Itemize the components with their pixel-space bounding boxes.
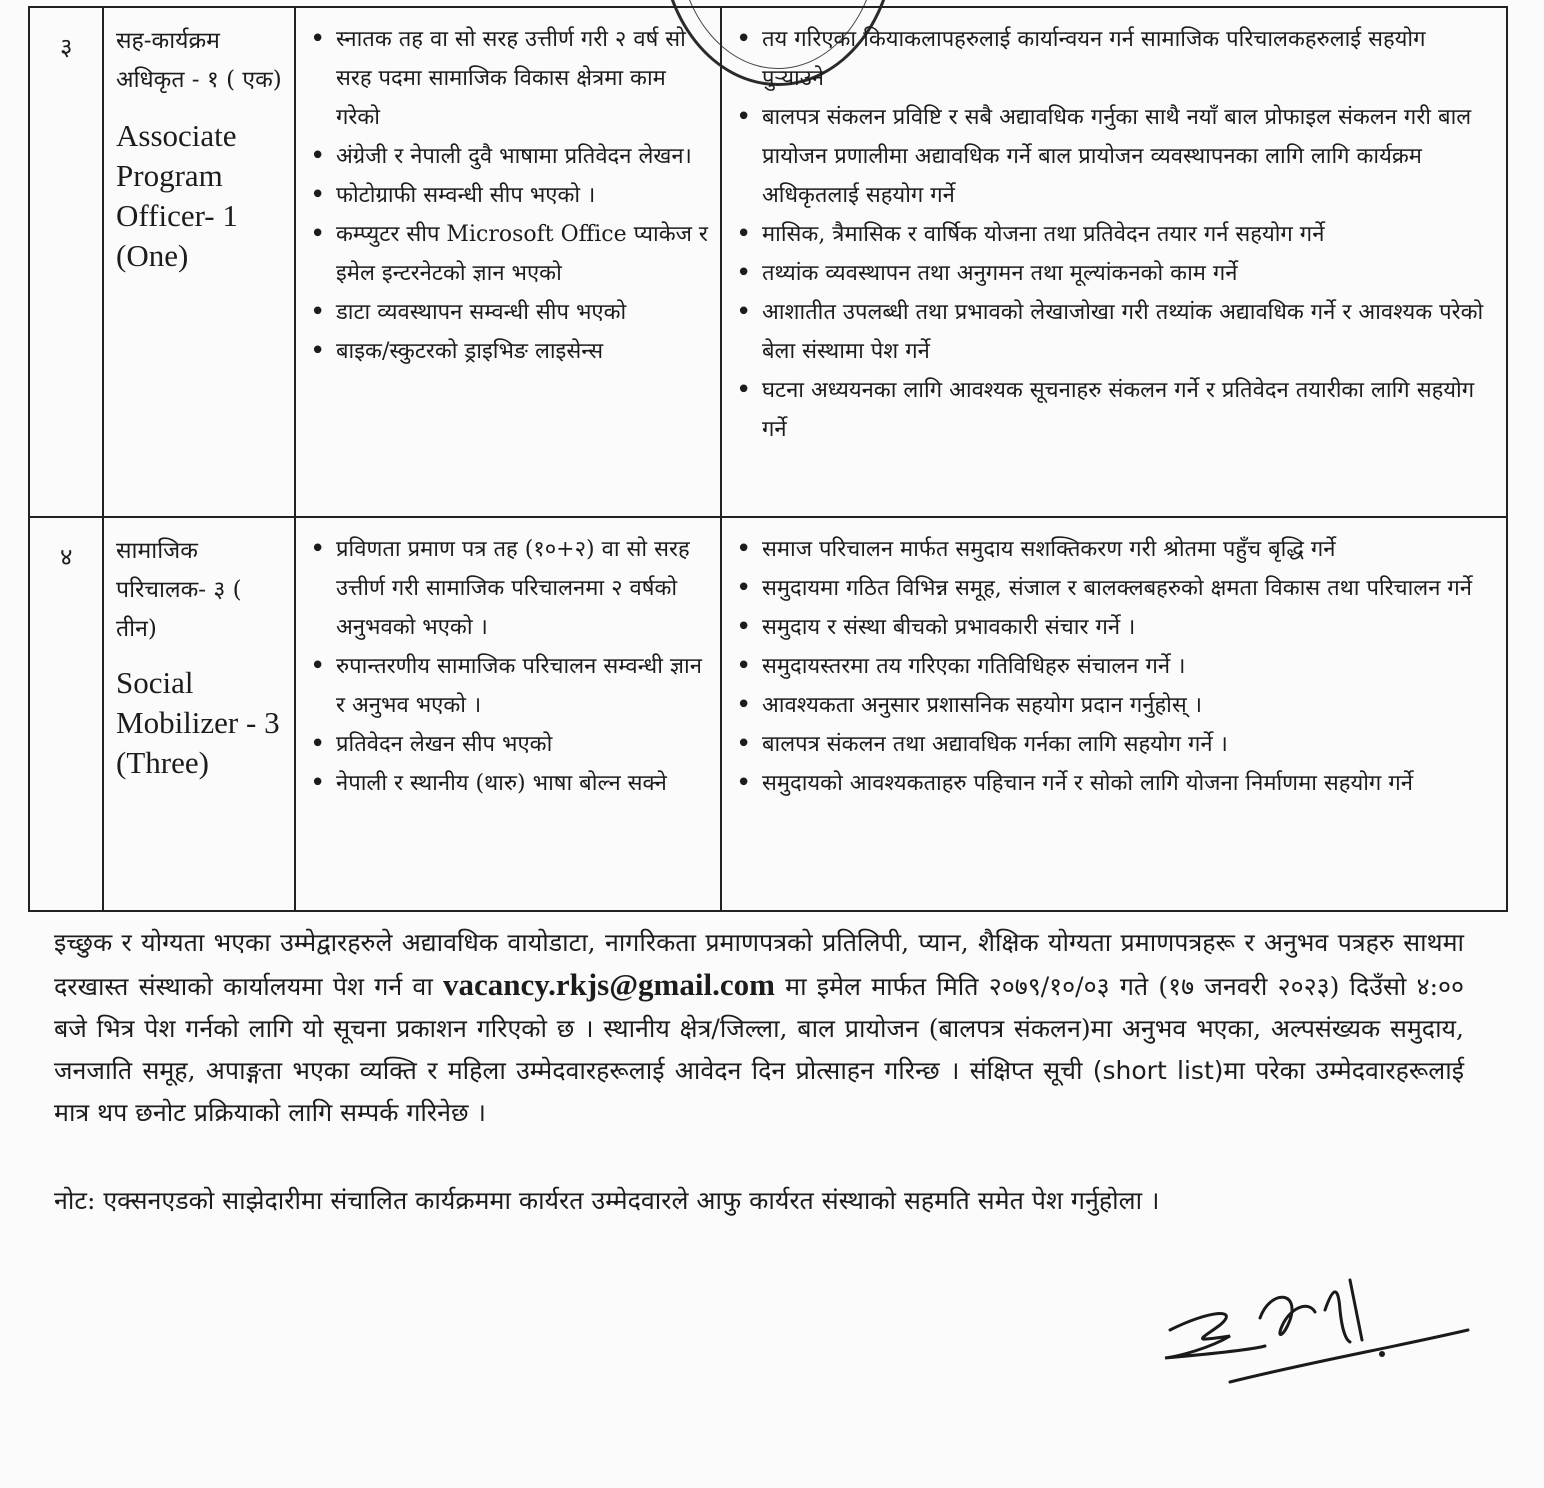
signature (1150, 1270, 1480, 1390)
list-item: • आवश्यकता अनुसार प्रशासनिक सहयोग प्रदान गर्नुहोस् । (736, 686, 1494, 725)
position-title-english: Associate Program Officer- 1 (One) (116, 118, 238, 273)
list-item: • बाइक/स्कुटरको ड्राइभिङ लाइसेन्स (310, 332, 708, 371)
list-item: • स्नातक तह वा सो सरह उत्तीर्ण गरी २ वर्ष सो सरह पदमा सामाजिक विकास क्षेत्रमा काम गरेको (310, 20, 708, 137)
list-item: • समुदायको आवश्यकताहरु पहिचान गर्ने र सोको लागि योजना निर्माणमा सहयोग गर्ने (736, 764, 1494, 803)
list-item: • बालपत्र संकलन प्रविष्टि र सबै अद्यावधिक गर्नुका साथै नयाँ बाल प्रोफाइल संकलन गरी बाल प्रायोजन प्रणालीमा अद्यावधिक गर्ने बाल प्रायोजन व्यवस्थापनका लागि लागि कार्यक्रम अधिकृतलाई सहयोग गर्ने (736, 98, 1494, 215)
duties-list (722, 518, 1506, 815)
position-title-english: Social Mobilizer - 3 (Three) (116, 665, 280, 780)
qualification-cell (295, 7, 721, 517)
list-item: • आशातीत उपलब्धी तथा प्रभावको लेखाजोखा गरी तथ्यांक अद्यावधिक गर्ने र आवश्यक परेको बेला संस्थामा पेश गर्ने (736, 293, 1494, 371)
list-item: • घटना अध्ययनका लागि आवश्यक सूचनाहरु संकलन गर्ने र प्रतिवेदन तयारीका लागि सहयोग गर्ने (736, 371, 1494, 449)
list-item: • तय गरिएका कियाकलापहरुलाई कार्यान्वयन गर्न सामाजिक परिचालकहरुलाई सहयोग पुऱ्याउने (736, 20, 1494, 98)
list-item: • समुदायमा गठित विभिन्न समूह, संजाल र बालक्लबहरुको क्षमता विकास तथा परिचालन गर्ने (736, 569, 1494, 608)
duties-cell (721, 7, 1507, 517)
vacancy-table (28, 6, 1508, 912)
instructions-part-3: मा परेका उम्मेदवारहरूलाई मात्र थप छनोट प्रक्रियाको लागि सम्पर्क गरिनेछ । (54, 1056, 1464, 1127)
position-title-nepali: सामाजिक परिचालक- ३ ( तीन) (116, 538, 242, 642)
position-title-nepali: सह-कार्यक्रम अधिकृत - १ ( एक) (116, 28, 282, 93)
list-item: • समुदाय र संस्था बीचको प्रभावकारी संचार गर्ने । (736, 608, 1494, 647)
list-item: • प्रविणता प्रमाण पत्र तह (१०+२) वा सो सरह उत्तीर्ण गरी सामाजिक परिचालनमा २ वर्षको अनुभवको भएको । (310, 530, 708, 647)
serial-number: ३ (60, 33, 73, 61)
table-row (29, 517, 1507, 911)
serial-cell (29, 7, 103, 517)
position-cell (103, 517, 295, 911)
list-item: • नेपाली र स्थानीय (थारु) भाषा बोल्न सक्ने (310, 764, 708, 803)
table-row (29, 7, 1507, 517)
short-list-term: (short list) (1092, 1056, 1224, 1085)
list-item: • फोटोग्राफी सम्वन्धी सीप भएको । (310, 176, 708, 215)
position-cell (103, 7, 295, 517)
list-item: • मासिक, त्रैमासिक र वार्षिक योजना तथा प्रतिवेदन तयार गर्न सहयोग गर्ने (736, 215, 1494, 254)
list-item: • प्रतिवेदन लेखन सीप भएको (310, 725, 708, 764)
instructions-part-2: मा इमेल मार्फत मिति २०७९/१०/०३ गते (१७ जनवरी २०२३) दिउँसो ४:०० बजे भित्र पेश गर्नको लागि यो सूचना प्रकाशन गरिएको छ । स्थानीय क्षेत्र/जिल्ला, बाल प्रायोजन (बालपत्र संकलन)मा अनुभव भएका, अल्पसंख्यक समुदाय, जनजाति समूह, अपाङ्गता भएका व्यक्ति र महिला उम्मेदवारहरूलाई आवेदन दिन प्रोत्साहन गरिन्छ । संक्षिप्त सूची (54, 972, 1465, 1085)
list-item: • रुपान्तरणीय सामाजिक परिचालन सम्वन्धी ज्ञान र अनुभव भएको । (310, 647, 708, 725)
qualification-list (296, 8, 720, 383)
instructions-part-1: इच्छुक र योग्यता भएका उम्मेद्वारहरुले अद्यावधिक वायोडाटा, नागरिकता प्रमाणपत्रको प्रतिलिपी, प्यान, शैक्षिक योग्यता प्रमाणपत्रहरू र अनुभव पत्रहरु साथमा दरखास्त संस्थाको कार्यालयमा पेश गर्न वा (54, 928, 1464, 1001)
duties-list (722, 8, 1506, 461)
list-item: • कम्प्युटर सीप Microsoft Office प्याकेज र इमेल इन्टरनेटको ज्ञान भएको (310, 215, 708, 293)
list-item: • बालपत्र संकलन तथा अद्यावधिक गर्नका लागि सहयोग गर्ने । (736, 725, 1494, 764)
qualification-cell (295, 517, 721, 911)
list-item: • डाटा व्यवस्थापन सम्वन्धी सीप भएको (310, 293, 708, 332)
application-email: vacancy.rkjs@gmail.com (443, 967, 775, 1002)
qualification-list (296, 518, 720, 815)
list-item: • समाज परिचालन मार्फत समुदाय सशक्तिकरण गरी श्रोतमा पहुँच बृद्धि गर्ने (736, 530, 1494, 569)
list-item: • तथ्यांक व्यवस्थापन तथा अनुगमन तथा मूल्यांकनको काम गर्ने (736, 254, 1494, 293)
list-item: • अंग्रेजी र नेपाली दुवै भाषामा प्रतिवेदन लेखन। (310, 137, 708, 176)
note-paragraph: नोट: एक्सनएडको साझेदारीमा संचालित कार्यक्रममा कार्यरत उम्मेदवारले आफु कार्यरत संस्थाको सहमति समेत पेश गर्नुहोला । (54, 1186, 1160, 1215)
serial-cell (29, 517, 103, 911)
duties-cell (721, 517, 1507, 911)
serial-number: ४ (60, 543, 73, 571)
application-instructions (54, 922, 1464, 1134)
list-item: • समुदायस्तरमा तय गरिएका गतिविधिहरु संचालन गर्ने । (736, 647, 1494, 686)
